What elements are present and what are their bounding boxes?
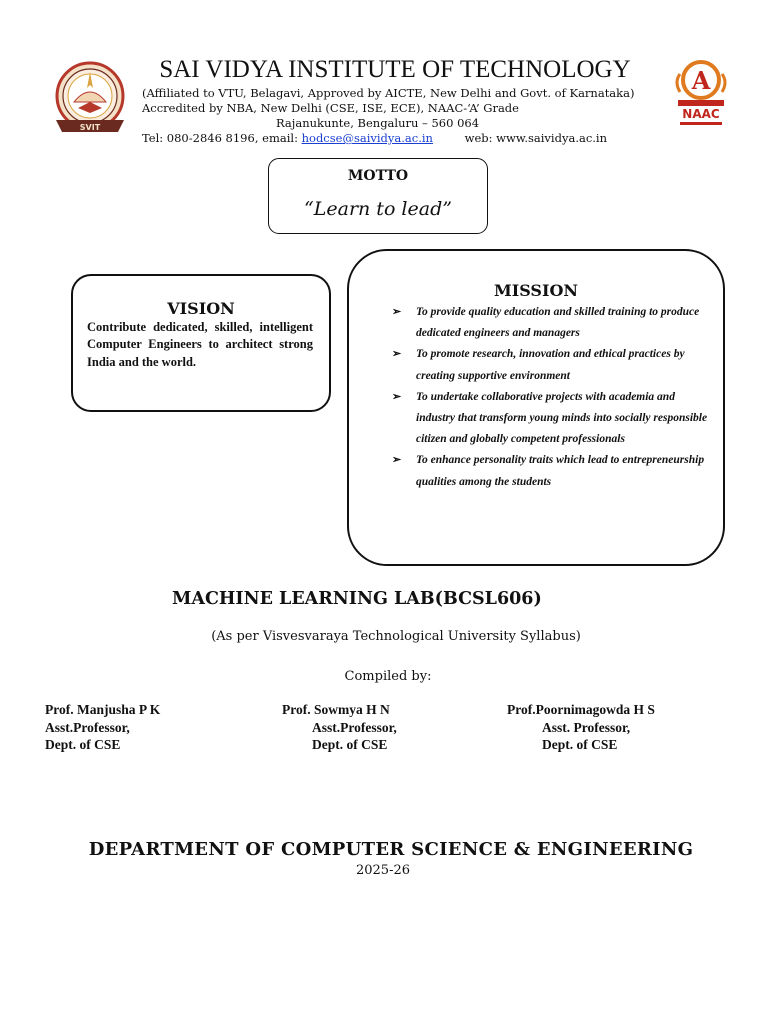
mission-item (392, 302, 710, 344)
accreditation-line: Accredited by NBA, New Delhi (CSE, ISE, ECE), NAAC-‘A’ Grade (142, 101, 519, 115)
author-name: Prof.Poornimagowda H S (507, 702, 655, 717)
telephone: Tel: 080-2846 8196, (142, 131, 259, 145)
website: www.saividya.ac.in (496, 131, 608, 145)
arrow-bullet-icon: ➢ (392, 390, 402, 403)
naac-logo-text: NAAC (682, 107, 720, 121)
mission-item (392, 450, 710, 492)
mission-item-text: To undertake collaborative projects with academia and industry that transform young minds into socially responsible citizen and globally competent professionals (416, 390, 708, 446)
email-link[interactable]: hodcse@saividya.ac.in (301, 131, 433, 145)
affiliation-line: (Affiliated to VTU, Belagavi, Approved by AICTE, New Delhi and Govt. of Karnataka) (142, 86, 635, 100)
course-title: MACHINE LEARNING LAB(BCSL606) (172, 589, 542, 609)
author-dept: Dept. of CSE (312, 737, 388, 752)
mission-item-text: To enhance personality traits which lead to entrepreneurship qualities among the students (416, 454, 705, 488)
arrow-bullet-icon: ➢ (392, 348, 402, 361)
institute-name: SAI VIDYA INSTITUTE OF TECHNOLOGY (159, 56, 631, 83)
arrow-bullet-icon: ➢ (392, 306, 402, 318)
author-designation: Asst.Professor, (312, 719, 397, 735)
mission-item (392, 387, 710, 451)
author-block (507, 701, 655, 754)
email-label: email: (262, 131, 298, 145)
web-label: web: (464, 131, 493, 145)
author-block (45, 701, 160, 754)
author-dept: Dept. of CSE (542, 737, 618, 752)
naac-grade-letter: A (691, 66, 711, 95)
contact-line (142, 131, 607, 145)
arrow-bullet-icon: ➢ (392, 454, 402, 467)
author-name: Prof. Manjusha P K (45, 702, 161, 717)
mission-list (392, 302, 710, 493)
author-block (282, 701, 397, 754)
mission-item-text: To provide quality education and skilled training to produce dedicated engineers and managers (416, 306, 700, 340)
department-title: DEPARTMENT OF COMPUTER SCIENCE & ENGINEERING (88, 839, 694, 860)
author-dept: Dept. of CSE (45, 737, 121, 752)
address-line: Rajanukunte, Bengaluru – 560 064 (276, 116, 480, 130)
syllabus-note: (As per Visvesvaraya Technological University Syllabus) (211, 629, 581, 644)
author-designation: Asst. Professor, (542, 719, 631, 735)
vision-text: Contribute dedicated, skilled, intelligent Computer Engineers to architect strong India and the world. (87, 320, 313, 369)
svit-logo-text: SVIT (79, 123, 101, 132)
mission-item (392, 344, 710, 386)
compiled-by-label: Compiled by: (344, 669, 432, 684)
motto-text: “Learn to lead” (304, 198, 452, 220)
academic-year: 2025-26 (355, 863, 411, 878)
mission-item-text: To promote research, innovation and ethical practices by creating supportive environment (416, 348, 685, 382)
vision-heading: VISION (167, 299, 235, 318)
mission-heading: MISSION (494, 281, 578, 300)
motto-heading: MOTTO (347, 168, 409, 184)
author-designation: Asst.Professor, (45, 719, 130, 735)
author-name: Prof. Sowmya H N (282, 702, 390, 717)
